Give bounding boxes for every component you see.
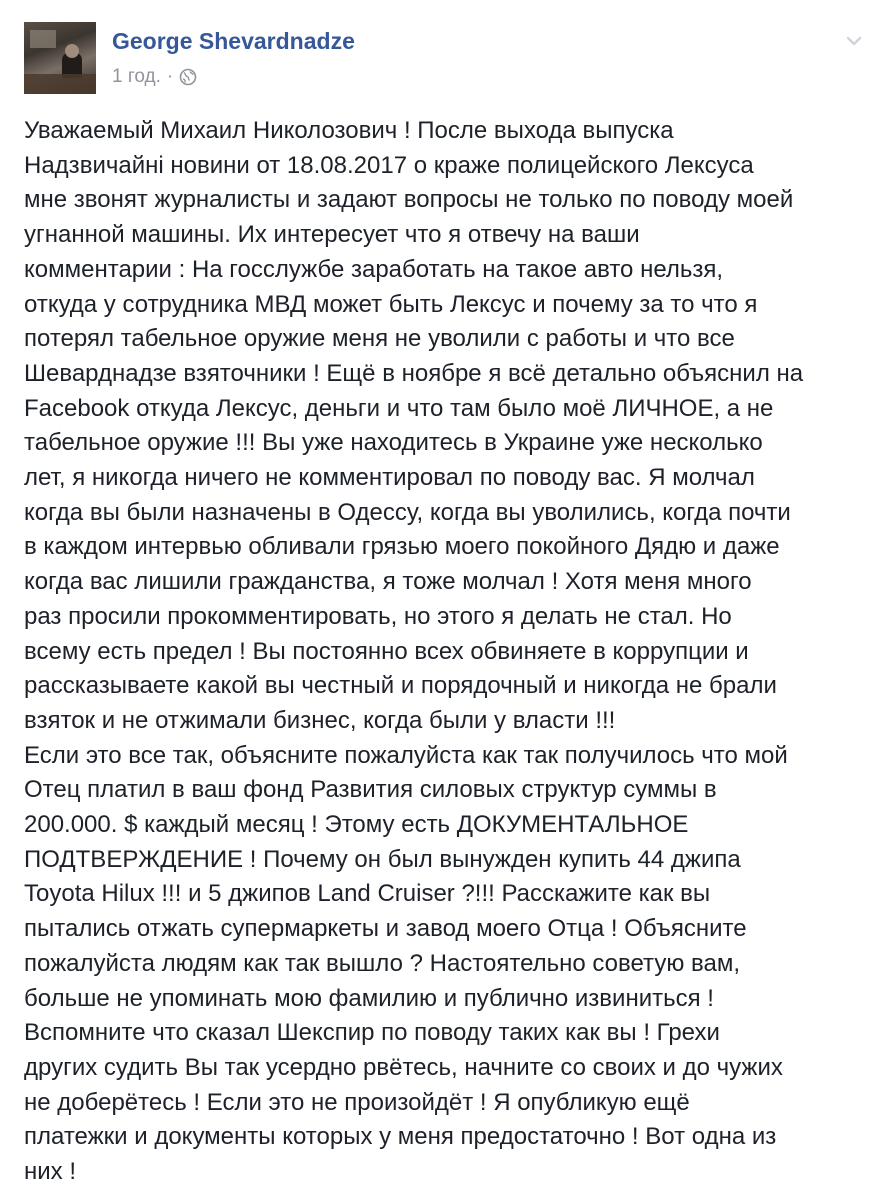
post-header: [24, 22, 873, 98]
post-text-line: когда вас лишили гражданства, я тоже молчал ! Хотя меня много: [24, 568, 752, 596]
post-text-line: лет, я никогда ничего не комментировал по поводу вас. Я молчал: [24, 464, 755, 492]
post-text-line: больше не упоминать мою фамилию и публично извиниться !: [24, 984, 714, 1012]
post-text-line: Отец платил в ваш фонд Развития силовых структур суммы в: [24, 776, 717, 804]
post-text-line: Toyota Hilux !!! и 5 джипов Land Cruiser ?!!! Расскажите как вы: [24, 880, 711, 908]
post-text-line: пожалуйста людям как так вышло ? Настоятельно советую вам,: [24, 949, 740, 977]
post-text-line: Надзвичайні новини от 18.08.2017 о краже полицейского Лексуса: [24, 151, 754, 179]
post-text-line: комментарии : На госслужбе заработать на такое авто нельзя,: [24, 255, 724, 283]
author-name[interactable]: George Shevardnadze: [112, 28, 355, 54]
post-text-line: не доберётесь ! Если это не произойдёт ! Я опубликую ещё: [24, 1088, 690, 1116]
post-text-line: потерял табельное оружие меня не уволили с работы и что все: [24, 325, 735, 353]
post-text-line: взяток и не отжимали бизнес, когда были у власти !!!: [24, 706, 616, 734]
chevron-down-icon[interactable]: [843, 30, 865, 52]
post-text-line: Шеварднадзе взяточники ! Ещё в ноябре я всё детально объяснил на: [24, 359, 804, 387]
post-text-line: угнанной машины. Их интересует что я отвечу на ваши: [24, 221, 640, 249]
post-timestamp[interactable]: 1 год.: [112, 66, 161, 87]
post-text-line: других судить Вы так усердно рвётесь, начните со своих и до чужих: [24, 1053, 783, 1081]
post-text-line: Если это все так, объясните пожалуйста как так получилось что мой: [24, 741, 788, 769]
post-text-line: Вспомните что сказал Шекспир по поводу таких как вы ! Грехи: [24, 1019, 720, 1047]
post-text-line: мне звонят журналисты и задают вопросы не только по поводу моей: [24, 186, 794, 214]
post-text-line: раз просили прокомментировать, но этого я делать не стал. Но: [24, 602, 732, 630]
post-text-line: в каждом интервью обливали грязью моего покойного Дядю и даже: [24, 533, 780, 561]
meta-separator: ·: [166, 66, 174, 87]
post-text-line: всему есть предел ! Вы постоянно всех обвиняете в коррупции и: [24, 637, 749, 665]
post-text-line: 200.000. $ каждый месяц ! Этому есть ДОКУМЕНТАЛЬНОЕ: [24, 811, 689, 839]
post-text-line: когда вы были назначены в Одессу, когда вы уволились, когда почти: [24, 498, 791, 526]
globe-icon[interactable]: [179, 68, 197, 86]
post-meta: [112, 66, 197, 88]
post-text-line: табельное оружие !!! Вы уже находитесь в Украине уже несколько: [24, 429, 763, 457]
post-text-line: рассказываете какой вы честный и порядочный и никогда не брали: [24, 672, 777, 700]
post-text-line: ПОДТВЕРЖДЕНИЕ ! Почему он был вынужден купить 44 джипа: [24, 845, 741, 873]
post-text: [24, 114, 884, 1190]
post-text-line: Facebook откуда Лексус, деньги и что там было моё ЛИЧНОЕ, а не: [24, 394, 774, 422]
post-text-line: платежки и документы которых у меня предостаточно ! Вот одна из: [24, 1123, 777, 1151]
post-text-line: Уважаемый Михаил Николозович ! После выхода выпуска: [24, 117, 674, 144]
post-text-line: них !: [24, 1158, 76, 1186]
post-text-line: пытались отжать супермаркеты и завод моего Отца ! Объясните: [24, 915, 747, 943]
post-text-line: откуда у сотрудника МВД может быть Лексус и почему за то что я: [24, 290, 758, 318]
avatar[interactable]: [24, 22, 96, 94]
